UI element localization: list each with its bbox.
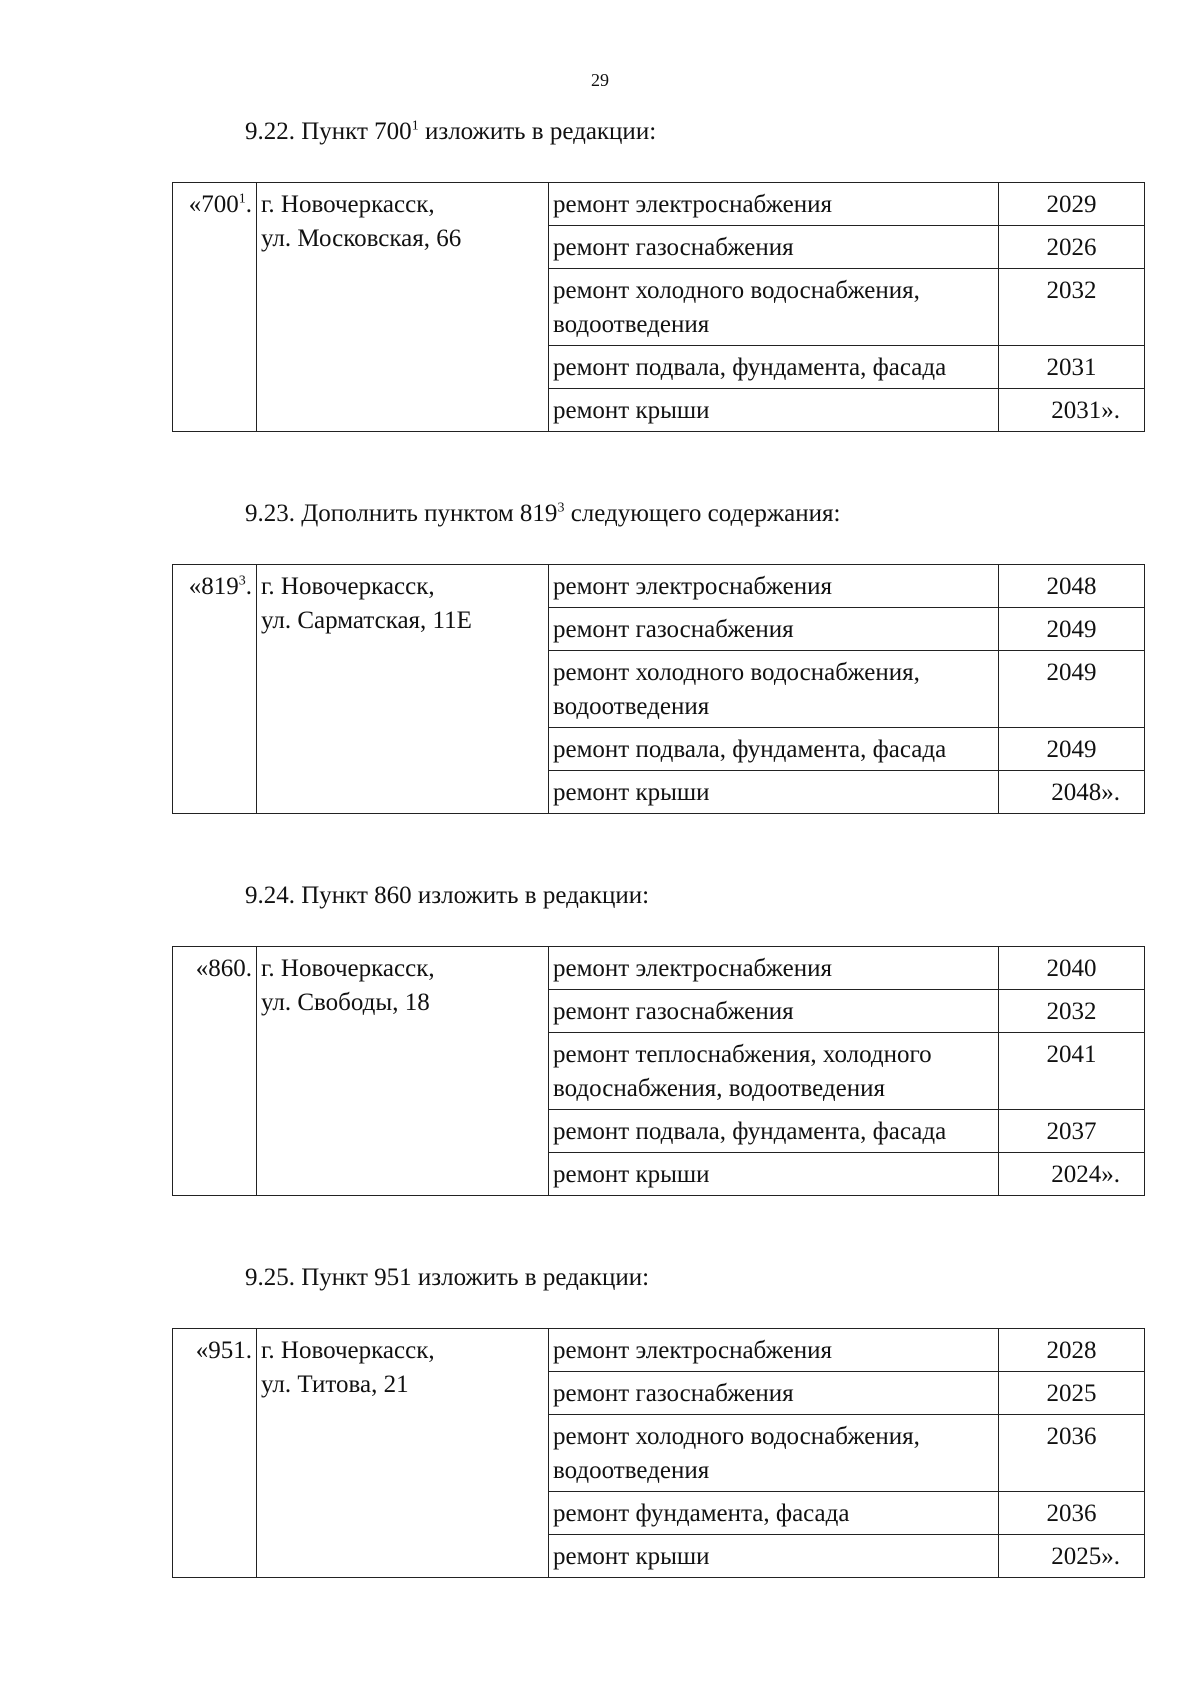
- work-type: ремонт электроснабжения: [549, 565, 999, 608]
- work-type: ремонт фундамента, фасада: [549, 1492, 999, 1535]
- address-cell: г. Новочеркасск, ул. Сарматская, 11Е: [257, 565, 549, 814]
- table-row: [173, 183, 1145, 226]
- year: 2031».: [999, 389, 1145, 432]
- work-type: ремонт холодного водоснабжения, водоотведения: [549, 1415, 999, 1492]
- schedule-table-700-1: [172, 182, 1145, 432]
- year: 2025».: [999, 1535, 1145, 1578]
- year: 2048: [999, 565, 1145, 608]
- year: 2031: [999, 346, 1145, 389]
- year: 2026: [999, 226, 1145, 269]
- year: 2048».: [999, 771, 1145, 814]
- year: 2040: [999, 947, 1145, 990]
- work-type: ремонт электроснабжения: [549, 183, 999, 226]
- year: 2037: [999, 1110, 1145, 1153]
- work-type: ремонт газоснабжения: [549, 226, 999, 269]
- schedule-table-951: [172, 1328, 1145, 1578]
- work-type: ремонт газоснабжения: [549, 990, 999, 1033]
- year: 2036: [999, 1492, 1145, 1535]
- section-heading-9-24: 9.24. Пункт 860 изложить в редакции:: [245, 882, 650, 909]
- work-type: ремонт электроснабжения: [549, 1329, 999, 1372]
- work-type: ремонт подвала, фундамента, фасада: [549, 728, 999, 771]
- address-cell: г. Новочеркасск, ул. Титова, 21: [257, 1329, 549, 1578]
- section-heading-9-25: 9.25. Пункт 951 изложить в редакции:: [245, 1264, 650, 1291]
- work-type: ремонт газоснабжения: [549, 1372, 999, 1415]
- work-type: ремонт газоснабжения: [549, 608, 999, 651]
- work-type: ремонт подвала, фундамента, фасада: [549, 1110, 999, 1153]
- year: 2029: [999, 183, 1145, 226]
- year: 2024».: [999, 1153, 1145, 1196]
- item-number: «860.: [173, 947, 257, 1196]
- work-type: ремонт теплоснабжения, холодного водоснабжения, водоотведения: [549, 1033, 999, 1110]
- work-type: ремонт крыши: [549, 1153, 999, 1196]
- work-type: ремонт холодного водоснабжения, водоотведения: [549, 269, 999, 346]
- year: 2049: [999, 728, 1145, 771]
- item-number: «951.: [173, 1329, 257, 1578]
- page-number: 29: [591, 70, 609, 90]
- schedule-table-819-3: [172, 564, 1145, 814]
- work-type: ремонт крыши: [549, 1535, 999, 1578]
- work-type: ремонт подвала, фундамента, фасада: [549, 346, 999, 389]
- table-row: [173, 565, 1145, 608]
- year: 2025: [999, 1372, 1145, 1415]
- table-row: [173, 947, 1145, 990]
- table-row: [173, 1329, 1145, 1372]
- item-number: «$700^1$.: [173, 183, 257, 432]
- year: 2041: [999, 1033, 1145, 1110]
- address-cell: г. Новочеркасск, ул. Свободы, 18: [257, 947, 549, 1196]
- section-heading-9-23: 9.23. Дополнить пунктом $819^3$ следующего содержания:: [245, 500, 841, 527]
- year: 2049: [999, 608, 1145, 651]
- year: 2032: [999, 990, 1145, 1033]
- year: 2028: [999, 1329, 1145, 1372]
- item-number: «$819^3$.: [173, 565, 257, 814]
- year: 2036: [999, 1415, 1145, 1492]
- year: 2032: [999, 269, 1145, 346]
- year: 2049: [999, 651, 1145, 728]
- work-type: ремонт крыши: [549, 389, 999, 432]
- schedule-table-860: [172, 946, 1145, 1196]
- work-type: ремонт крыши: [549, 771, 999, 814]
- address-cell: г. Новочеркасск, ул. Московская, 66: [257, 183, 549, 432]
- section-heading-9-22: 9.22. Пункт $700^1$ изложить в редакции:: [245, 118, 657, 145]
- work-type: ремонт электроснабжения: [549, 947, 999, 990]
- work-type: ремонт холодного водоснабжения, водоотведения: [549, 651, 999, 728]
